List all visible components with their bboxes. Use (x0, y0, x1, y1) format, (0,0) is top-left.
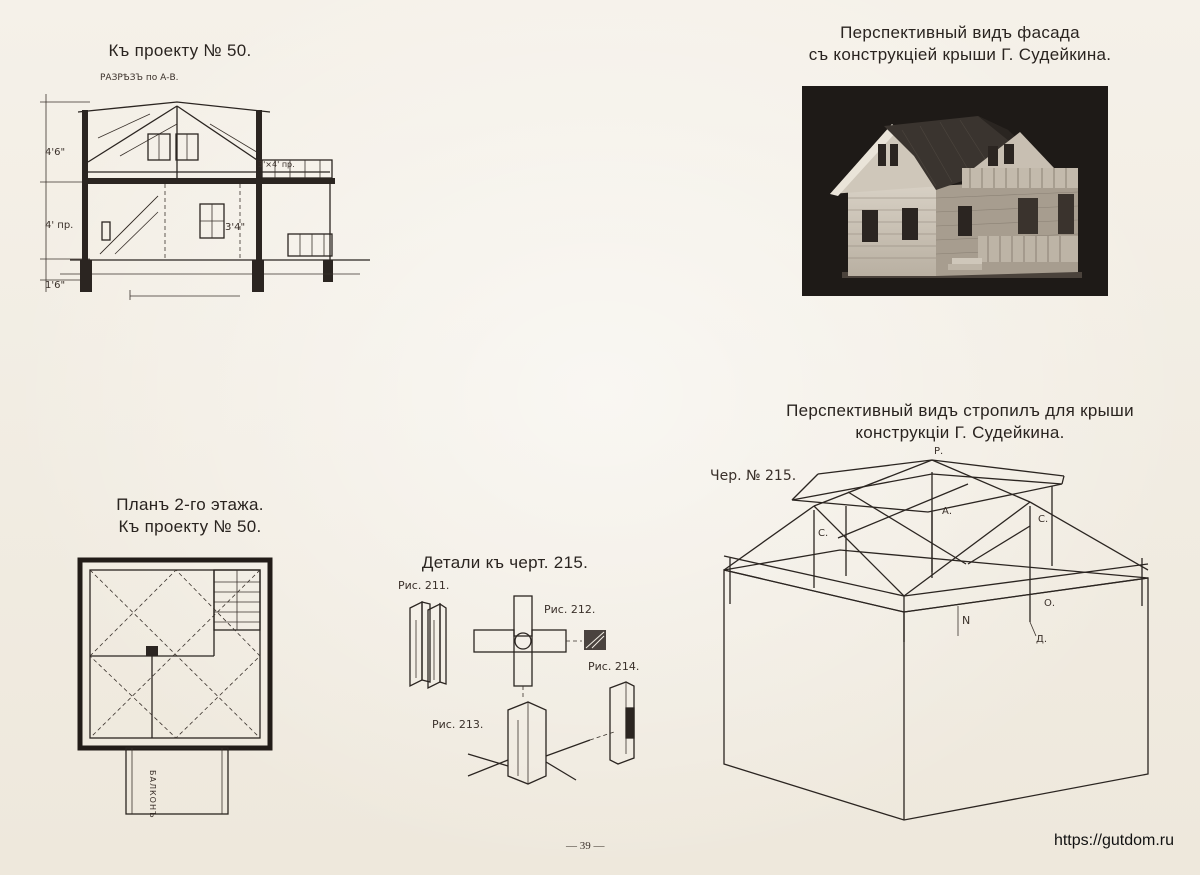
truss-label-p: Р. (934, 446, 944, 457)
facade-title-line1: Перспективный видъ фасада (840, 23, 1080, 42)
figure-label: Рис. 214. (588, 660, 640, 673)
section-label: РАЗРѢЗЪ по А-В. (100, 73, 179, 83)
figure-label: Рис. 212. (544, 603, 596, 616)
truss-label-o: О. (1044, 598, 1056, 609)
dimension-label: 4' пр. (45, 220, 74, 231)
figure-label: Рис. 213. (432, 718, 484, 731)
drawing-number: Чер. № 215. (710, 468, 797, 484)
dimension-label: 3'4" (225, 222, 246, 233)
facade-photo (802, 86, 1108, 296)
dimension-label: 1'6" (45, 280, 66, 291)
house-illustration (802, 86, 1108, 296)
truss-label-a: А. (942, 506, 953, 517)
rafters-title-line2: конструкціи Г. Судейкина. (855, 423, 1065, 442)
watermark: https://gutdom.ru (1053, 832, 1174, 849)
rafters-title (740, 400, 1180, 444)
rafters-title-line1: Перспективный видъ стропилъ для крыши (786, 401, 1134, 420)
plan-title-line2: Къ проекту № 50. (118, 517, 262, 536)
page-number: — 39 — (566, 840, 605, 852)
plan-title (70, 494, 310, 538)
facade-title-line2: съ конструкціей крыши Г. Судейкина. (808, 45, 1112, 64)
section-drawing (30, 84, 380, 304)
truss-label-c-left: С. (818, 528, 829, 539)
balcony-label: БАЛКОНЪ (148, 770, 157, 819)
truss-label-d: Д. (1036, 634, 1047, 645)
details-drawing (400, 590, 660, 800)
details-title: Детали къ черт. 215. (421, 553, 589, 572)
rafters-drawing (718, 446, 1158, 826)
dimension-label: 3'×4' пр. (258, 160, 295, 169)
truss-label-n: N (962, 614, 971, 627)
truss-label-c-right: С. (1038, 514, 1049, 525)
facade-title (760, 22, 1160, 66)
section-title: Къ проекту № 50. (108, 41, 252, 60)
plan-title-line1: Планъ 2-го этажа. (116, 495, 264, 514)
figure-label: Рис. 211. (398, 579, 450, 592)
dimension-label: 4'6" (45, 147, 66, 158)
floor-plan (76, 556, 276, 816)
